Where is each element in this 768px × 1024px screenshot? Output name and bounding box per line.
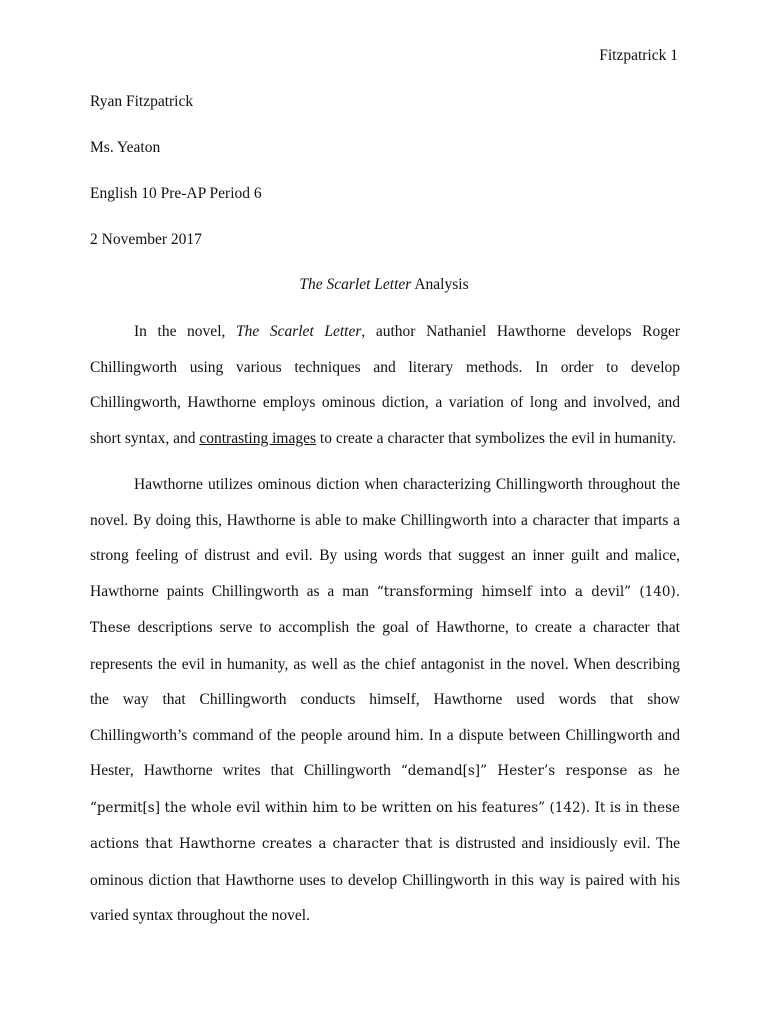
p2-text-2: descriptions serve to accomplish the goal of Hawthorne, to create a character that represents the evil in humanity, as well as the chief antagonist in the novel. When describing the way that Chillingworth conducts himself, Hawthorne used words that show Chillingworth’s command of the people around him. In a dispute between Chillingworth and Hester, Hawthorne writes that Chillingworth (90, 619, 680, 779)
paragraph-intro (90, 314, 680, 456)
p1-text-1: In the novel, (134, 323, 236, 340)
p2-text-1: Hawthorne utilizes ominous diction when characterizing Chillingworth throughout the novel. By doing this, Hawthorne is able to make Chillingworth into a character that imparts a strong feeling of distrust and evil. By using words that suggest an inner guilt and malice, Hawthorne paints Chillingworth as a man (90, 476, 680, 600)
course-name: English 10 Pre-AP Period 6 (90, 185, 262, 202)
p2-quote-1: “transforming himself into a devil” (140). These (90, 583, 680, 636)
running-head: Fitzpatrick 1 (599, 47, 678, 64)
p1-text-2: , author Nathaniel Hawthorne develops Roger Chillingworth using various techniques and literary methods. In order to develop Chillingworth, Hawthorne employs ominous diction, a variation of long and involved, and short syntax, and (90, 323, 680, 447)
p2-text-3: distrusted and insidiously evil. The ominous diction that Hawthorne uses to develop Chillingworth in this way is paired with his varied syntax throughout the novel. (90, 835, 680, 924)
p2-quote-2: “demand[s]” Hester’s response as he “permit[s] the whole evil within him to be written on his features” (142). It is in these actions that Hawthorne creates a character that is (90, 763, 681, 852)
paragraph-diction (90, 467, 680, 934)
p1-book-title: The Scarlet Letter (235, 323, 362, 340)
essay-body (90, 314, 680, 934)
document-title (0, 276, 768, 294)
title-rest: Analysis (411, 276, 469, 293)
title-italic: The Scarlet Letter (299, 276, 412, 293)
p1-text-3: to create a character that symbolizes the evil in humanity. (316, 429, 677, 447)
teacher-name: Ms. Yeaton (90, 139, 161, 156)
p1-underlined-phrase: contrasting images (199, 429, 317, 447)
document-date: 2 November 2017 (90, 231, 202, 248)
student-name: Ryan Fitzpatrick (90, 93, 194, 110)
